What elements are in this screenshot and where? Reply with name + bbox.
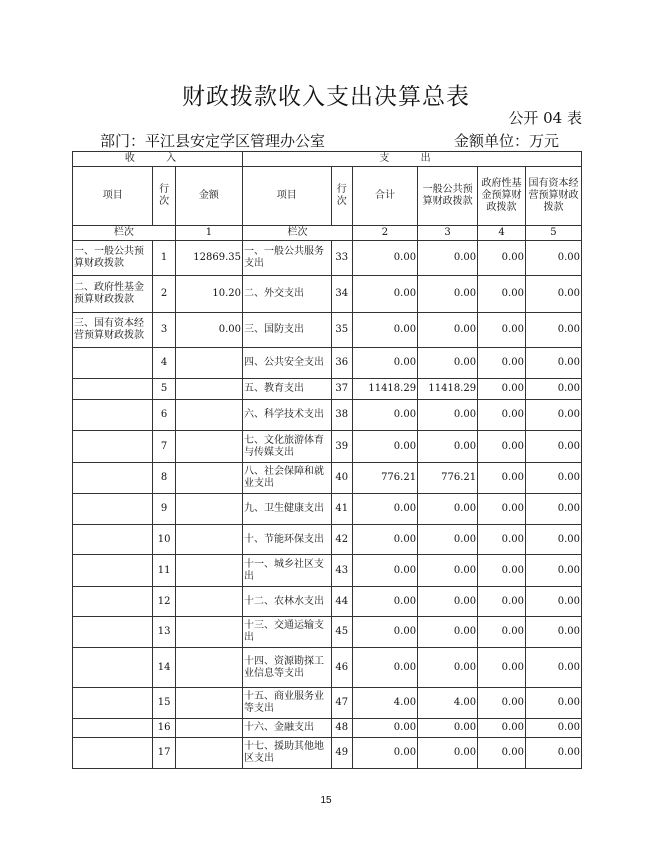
expense-item-cell: 十六、金融支出 (243, 719, 332, 738)
general-budget-cell: 0.00 (418, 431, 478, 463)
expense-row-no-cell: 42 (331, 525, 352, 555)
expense-item-cell: 七、文化旅游体育与传媒支出 (243, 431, 332, 463)
general-budget-cell: 4.00 (418, 688, 478, 719)
gov-fund-cell: 0.00 (478, 688, 526, 719)
income-item-cell (73, 494, 153, 525)
income-item-cell (73, 463, 153, 494)
form-number: 公开 04 表 (508, 109, 582, 127)
expense-item-cell: 三、国防支出 (243, 313, 332, 348)
expense-row-no-cell: 43 (331, 555, 352, 587)
total-cell: 0.00 (352, 276, 417, 313)
col-income-amount: 金额 (175, 167, 242, 226)
income-row-no-cell: 10 (153, 525, 175, 555)
income-row-no-cell: 4 (153, 348, 175, 379)
income-group-header: 收 入 (73, 152, 243, 167)
gov-fund-cell: 0.00 (478, 431, 526, 463)
expense-row-no-cell: 38 (331, 400, 352, 431)
income-amount-cell (175, 379, 242, 400)
income-amount-cell (175, 738, 242, 769)
income-item-cell (73, 400, 153, 431)
gov-fund-cell: 0.00 (478, 463, 526, 494)
income-row-no-cell: 15 (153, 688, 175, 719)
income-item-cell (73, 719, 153, 738)
state-capital-cell: 0.00 (525, 241, 581, 276)
gov-fund-cell: 0.00 (478, 525, 526, 555)
income-amount-cell (175, 587, 242, 617)
general-budget-cell: 0.00 (418, 276, 478, 313)
income-row-no-cell: 12 (153, 587, 175, 617)
gov-fund-cell: 0.00 (478, 719, 526, 738)
state-capital-cell: 0.00 (525, 525, 581, 555)
gov-fund-cell: 0.00 (478, 648, 526, 688)
gov-fund-cell: 0.00 (478, 400, 526, 431)
expense-item-cell: 二、外交支出 (243, 276, 332, 313)
group-header-row (73, 152, 582, 167)
expense-item-cell: 四、公共安全支出 (243, 348, 332, 379)
expense-item-cell: 十二、农林水支出 (243, 587, 332, 617)
state-capital-cell: 0.00 (525, 555, 581, 587)
general-budget-cell: 11418.29 (418, 379, 478, 400)
page-number: 15 (320, 795, 332, 806)
expense-item-cell: 十、节能环保支出 (243, 525, 332, 555)
total-cell: 0.00 (352, 587, 417, 617)
income-row-no-cell: 13 (153, 617, 175, 648)
col-state-capital: 国有资本经营预算财政拨款 (525, 167, 581, 226)
income-row-no-cell: 9 (153, 494, 175, 525)
general-budget-cell: 0.00 (418, 241, 478, 276)
income-row-no-cell: 16 (153, 719, 175, 738)
gov-fund-cell: 0.00 (478, 241, 526, 276)
income-item-cell (73, 525, 153, 555)
income-amount-cell (175, 463, 242, 494)
income-row-no-cell: 7 (153, 431, 175, 463)
general-budget-cell: 776.21 (418, 463, 478, 494)
total-cell: 0.00 (352, 348, 417, 379)
state-capital-cell: 0.00 (525, 400, 581, 431)
total-cell: 0.00 (352, 241, 417, 276)
state-capital-cell: 0.00 (525, 648, 581, 688)
expense-item-cell: 十四、资源勘探工业信息等支出 (243, 648, 332, 688)
expense-item-cell: 十三、交通运输支出 (243, 617, 332, 648)
column-header-row (73, 167, 582, 226)
income-amount-cell: 12869.35 (175, 241, 242, 276)
table-row (73, 587, 582, 617)
income-amount-cell (175, 648, 242, 688)
general-budget-cell: 0.00 (418, 494, 478, 525)
state-capital-cell: 0.00 (525, 431, 581, 463)
table-row (73, 313, 582, 348)
expense-row-no-cell: 33 (331, 241, 352, 276)
expense-row-no-cell: 37 (331, 379, 352, 400)
general-budget-cell: 0.00 (418, 648, 478, 688)
expense-row-no-cell: 41 (331, 494, 352, 525)
gov-fund-cell: 0.00 (478, 617, 526, 648)
total-cell: 0.00 (352, 555, 417, 587)
general-budget-cell: 0.00 (418, 617, 478, 648)
gov-fund-cell: 0.00 (478, 738, 526, 769)
expense-item-cell: 十一、城乡社区支出 (243, 555, 332, 587)
state-capital-cell: 0.00 (525, 494, 581, 525)
general-budget-cell: 0.00 (418, 738, 478, 769)
total-cell: 0.00 (352, 400, 417, 431)
expense-item-cell: 十五、商业服务业等支出 (243, 688, 332, 719)
lane-number: 1 (175, 226, 242, 241)
table-row (73, 463, 582, 494)
table-row (73, 525, 582, 555)
expense-row-no-cell: 49 (331, 738, 352, 769)
state-capital-cell: 0.00 (525, 738, 581, 769)
expense-item-cell: 九、卫生健康支出 (243, 494, 332, 525)
income-item-cell (73, 738, 153, 769)
col-total: 合计 (352, 167, 417, 226)
income-row-no-cell: 17 (153, 738, 175, 769)
expense-item-cell: 五、教育支出 (243, 379, 332, 400)
income-item-cell: 一、一般公共预算财政拨款 (73, 241, 153, 276)
income-amount-cell (175, 494, 242, 525)
col-income-row-no: 行次 (153, 167, 175, 226)
state-capital-cell: 0.00 (525, 276, 581, 313)
total-cell: 0.00 (352, 738, 417, 769)
income-row-no-cell: 11 (153, 555, 175, 587)
expense-row-no-cell: 45 (331, 617, 352, 648)
lane-label-income: 栏次 (73, 226, 176, 241)
state-capital-cell: 0.00 (525, 379, 581, 400)
income-item-cell: 三、国有资本经营预算财政拨款 (73, 313, 153, 348)
col-income-item: 项目 (73, 167, 153, 226)
gov-fund-cell: 0.00 (478, 379, 526, 400)
income-item-cell (73, 617, 153, 648)
table-row (73, 648, 582, 688)
income-row-no-cell: 3 (153, 313, 175, 348)
col-expense-item: 项目 (243, 167, 332, 226)
table-row (73, 719, 582, 738)
income-row-no-cell: 8 (153, 463, 175, 494)
expense-item-cell: 十七、援助其他地区支出 (243, 738, 332, 769)
lane-label-expense: 栏次 (243, 226, 353, 241)
gov-fund-cell: 0.00 (478, 313, 526, 348)
income-row-no-cell: 14 (153, 648, 175, 688)
gov-fund-cell: 0.00 (478, 276, 526, 313)
income-item-cell (73, 587, 153, 617)
income-amount-cell: 0.00 (175, 313, 242, 348)
general-budget-cell: 0.00 (418, 587, 478, 617)
income-row-no-cell: 6 (153, 400, 175, 431)
total-cell: 0.00 (352, 648, 417, 688)
lane-number: 2 (352, 226, 417, 241)
gov-fund-cell: 0.00 (478, 494, 526, 525)
table-row (73, 379, 582, 400)
state-capital-cell: 0.00 (525, 617, 581, 648)
income-amount-cell (175, 525, 242, 555)
general-budget-cell: 0.00 (418, 719, 478, 738)
general-budget-cell: 0.00 (418, 348, 478, 379)
income-amount-cell (175, 617, 242, 648)
total-cell: 0.00 (352, 431, 417, 463)
state-capital-cell: 0.00 (525, 313, 581, 348)
table-row (73, 688, 582, 719)
income-row-no-cell: 1 (153, 241, 175, 276)
total-cell: 0.00 (352, 719, 417, 738)
budget-table (72, 151, 582, 769)
income-row-no-cell: 5 (153, 379, 175, 400)
income-amount-cell: 10.20 (175, 276, 242, 313)
income-item-cell (73, 688, 153, 719)
income-amount-cell (175, 688, 242, 719)
gov-fund-cell: 0.00 (478, 587, 526, 617)
income-item-cell (73, 555, 153, 587)
table-row (73, 494, 582, 525)
total-cell: 0.00 (352, 313, 417, 348)
expense-row-no-cell: 44 (331, 587, 352, 617)
gov-fund-cell: 0.00 (478, 348, 526, 379)
expense-row-no-cell: 47 (331, 688, 352, 719)
total-cell: 0.00 (352, 617, 417, 648)
income-item-cell (73, 431, 153, 463)
income-item-cell: 二、政府性基金预算财政拨款 (73, 276, 153, 313)
income-row-no-cell: 2 (153, 276, 175, 313)
expense-row-no-cell: 40 (331, 463, 352, 494)
income-amount-cell (175, 348, 242, 379)
table-row (73, 617, 582, 648)
expense-row-no-cell: 46 (331, 648, 352, 688)
lane-row (73, 226, 582, 241)
general-budget-cell: 0.00 (418, 525, 478, 555)
income-amount-cell (175, 400, 242, 431)
table-row (73, 738, 582, 769)
total-cell: 0.00 (352, 525, 417, 555)
state-capital-cell: 0.00 (525, 587, 581, 617)
expense-group-header: 支 出 (243, 152, 582, 167)
general-budget-cell: 0.00 (418, 400, 478, 431)
gov-fund-cell: 0.00 (478, 555, 526, 587)
expense-row-no-cell: 39 (331, 431, 352, 463)
state-capital-cell: 0.00 (525, 463, 581, 494)
expense-row-no-cell: 35 (331, 313, 352, 348)
income-item-cell (73, 648, 153, 688)
total-cell: 776.21 (352, 463, 417, 494)
table-row (73, 555, 582, 587)
col-expense-row-no: 行次 (331, 167, 352, 226)
col-gov-fund: 政府性基金预算财政拨款 (478, 167, 526, 226)
lane-number: 4 (478, 226, 526, 241)
department-label: 部门：平江县安定学区管理办公室 (100, 132, 326, 150)
table-row (73, 348, 582, 379)
income-item-cell (73, 348, 153, 379)
expense-row-no-cell: 36 (331, 348, 352, 379)
col-general-budget: 一般公共预算财政拨款 (418, 167, 478, 226)
page-title: 财政拨款收入支出决算总表 (182, 84, 470, 110)
unit-label: 金额单位：万元 (453, 132, 559, 150)
expense-item-cell: 一、一般公共服务支出 (243, 241, 332, 276)
general-budget-cell: 0.00 (418, 555, 478, 587)
expense-item-cell: 八、社会保障和就业支出 (243, 463, 332, 494)
table-row (73, 431, 582, 463)
state-capital-cell: 0.00 (525, 719, 581, 738)
lane-number: 5 (525, 226, 581, 241)
expense-row-no-cell: 34 (331, 276, 352, 313)
state-capital-cell: 0.00 (525, 688, 581, 719)
table-row (73, 400, 582, 431)
income-amount-cell (175, 431, 242, 463)
lane-number: 3 (418, 226, 478, 241)
income-item-cell (73, 379, 153, 400)
expense-row-no-cell: 48 (331, 719, 352, 738)
table-row (73, 276, 582, 313)
table-row (73, 241, 582, 276)
total-cell: 11418.29 (352, 379, 417, 400)
state-capital-cell: 0.00 (525, 348, 581, 379)
income-amount-cell (175, 719, 242, 738)
expense-item-cell: 六、科学技术支出 (243, 400, 332, 431)
general-budget-cell: 0.00 (418, 313, 478, 348)
total-cell: 0.00 (352, 494, 417, 525)
income-amount-cell (175, 555, 242, 587)
total-cell: 4.00 (352, 688, 417, 719)
